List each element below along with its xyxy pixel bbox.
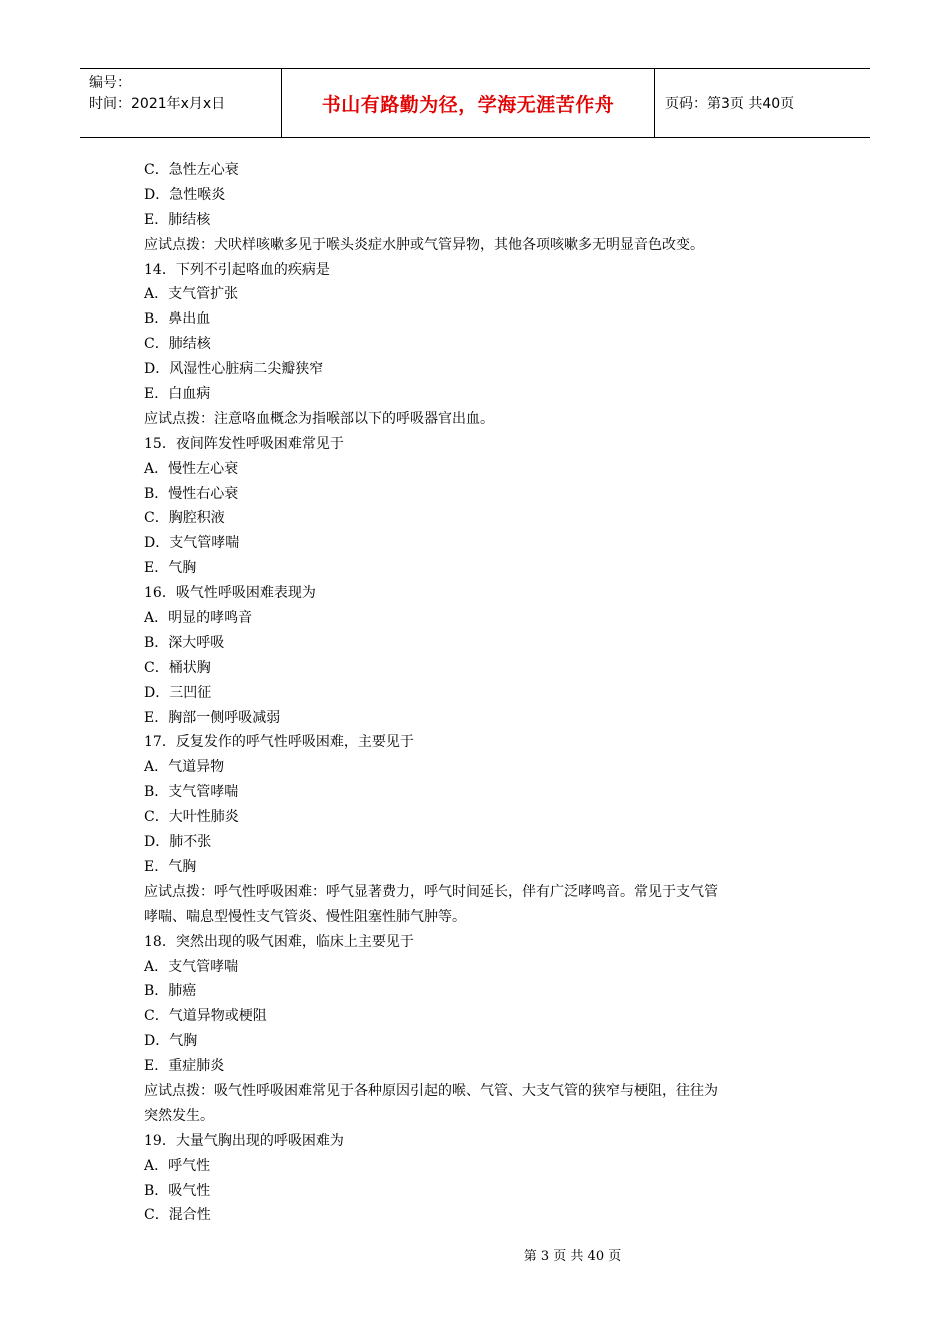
header-motto: 书山有路勤为径，学海无涯苦作舟 bbox=[282, 69, 655, 137]
text-line: A．明显的哮鸣音 bbox=[144, 610, 253, 627]
text-line: C．肺结核 bbox=[144, 336, 211, 353]
page-footer: 第 3 页 共 40 页 bbox=[523, 1249, 622, 1264]
text-line: D．支气管哮喘 bbox=[144, 535, 240, 552]
text-line: 18．突然出现的吸气困难，临床上主要见于 bbox=[144, 933, 414, 950]
document-time-label: 时间：2021年x月x日 bbox=[89, 96, 226, 112]
header-info-cell bbox=[80, 69, 282, 137]
document-number-label: 编号： bbox=[89, 75, 131, 91]
text-line: E．重症肺炎 bbox=[144, 1058, 225, 1075]
document-body bbox=[144, 158, 816, 1228]
text-line: C．大叶性肺炎 bbox=[144, 809, 239, 826]
page-header bbox=[80, 68, 870, 138]
text-line: E．气胸 bbox=[144, 560, 197, 577]
text-line: C．桶状胸 bbox=[144, 659, 211, 676]
text-line: A．支气管哮喘 bbox=[144, 958, 239, 975]
text-line: D．三凹征 bbox=[144, 684, 212, 701]
text-line: 应试点拨：犬吠样咳嗽多见于喉头炎症水肿或气管异物，其他各项咳嗽多无明显音色改变。 bbox=[144, 236, 704, 253]
text-line: B．鼻出血 bbox=[144, 311, 211, 328]
text-line: A．慢性左心衰 bbox=[144, 460, 239, 477]
text-line: D．急性喉炎 bbox=[144, 186, 226, 203]
text-line: A．呼气性 bbox=[144, 1157, 211, 1174]
text-line: 应试点拨：呼气性呼吸困难：呼气显著费力，呼气时间延长，伴有广泛哮鸣音。常见于支气管 bbox=[144, 883, 718, 900]
text-line: E．肺结核 bbox=[144, 211, 211, 228]
text-line: 19．大量气胸出现的呼吸困难为 bbox=[144, 1132, 344, 1149]
text-line: E．白血病 bbox=[144, 386, 211, 403]
text-line: B．支气管哮喘 bbox=[144, 784, 239, 801]
text-line: B．慢性右心衰 bbox=[144, 485, 239, 502]
text-line: D．风湿性心脏病二尖瓣狭窄 bbox=[144, 361, 324, 378]
text-line: B．吸气性 bbox=[144, 1182, 211, 1199]
text-line: 14．下列不引起咯血的疾病是 bbox=[144, 261, 330, 278]
text-line: E．胸部一侧呼吸减弱 bbox=[144, 709, 281, 726]
text-line: C．气道异物或梗阻 bbox=[144, 1008, 267, 1025]
text-line: A．支气管扩张 bbox=[144, 286, 239, 303]
text-line: 应试点拨：注意咯血概念为指喉部以下的呼吸器官出血。 bbox=[144, 410, 494, 427]
text-line: 突然发生。 bbox=[144, 1107, 214, 1124]
text-line: B．肺癌 bbox=[144, 983, 197, 1000]
text-line: 15．夜间阵发性呼吸困难常见于 bbox=[144, 435, 344, 452]
text-line: E．气胸 bbox=[144, 858, 197, 875]
text-line: C．胸腔积液 bbox=[144, 510, 225, 527]
text-line: 哮喘、喘息型慢性支气管炎、慢性阻塞性肺气肿等。 bbox=[144, 908, 466, 925]
text-line: A．气道异物 bbox=[144, 759, 225, 776]
text-line: 应试点拨：吸气性呼吸困难常见于各种原因引起的喉、气管、大支气管的狭窄与梗阻，往往为 bbox=[144, 1082, 718, 1099]
text-line: D．气胸 bbox=[144, 1033, 198, 1050]
text-line: 16．吸气性呼吸困难表现为 bbox=[144, 585, 316, 602]
header-page-label: 页码：第3页 共40页 bbox=[665, 96, 795, 112]
text-line: C．混合性 bbox=[144, 1207, 211, 1224]
text-line: 17．反复发作的呼气性呼吸困难，主要见于 bbox=[144, 734, 414, 751]
text-line: B．深大呼吸 bbox=[144, 634, 225, 651]
text-line: D．肺不张 bbox=[144, 834, 212, 851]
text-line: C．急性左心衰 bbox=[144, 162, 239, 178]
